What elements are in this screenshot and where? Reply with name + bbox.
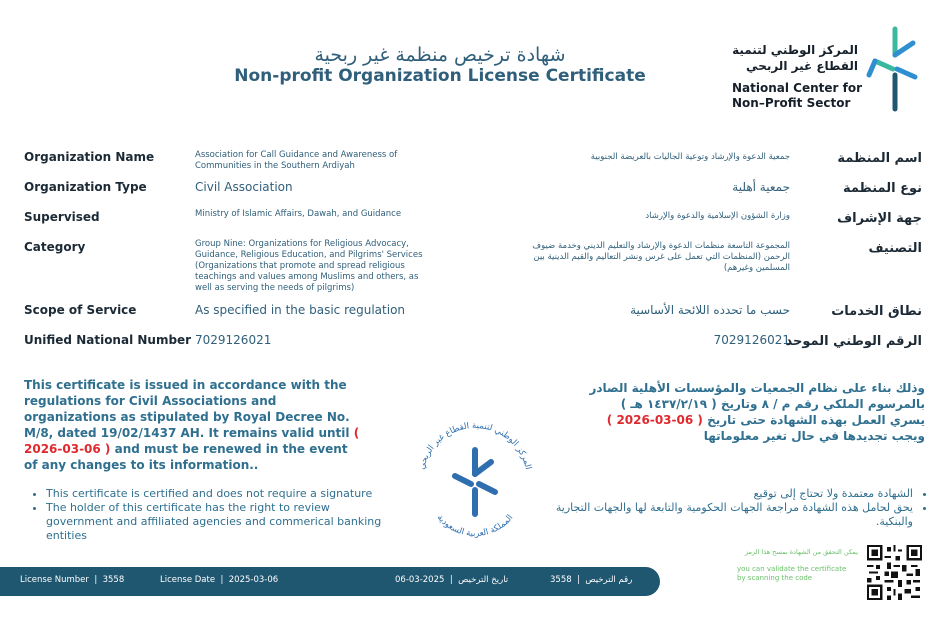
- value-supervised-en: Ministry of Islamic Affairs, Dawah, and Guidance: [195, 209, 402, 219]
- statement-english: [24, 377, 364, 473]
- verify-text-english: you can validate the certificate by scanning the code: [737, 565, 847, 582]
- statement-en-after: and must be renewed in the event of any changes to its information..: [24, 442, 348, 472]
- label-supervised: Supervised: [24, 210, 100, 224]
- value-category-en: Group Nine: Organizations for Religious Advocacy, Guidance, Religious Education, and Pilgrims' Services (Organizations that promote and spread religious teachings and values among Muslims and others, as well as serving the needs of pilgrims): [195, 239, 423, 293]
- value-supervised-ar: وزارة الشؤون الإسلامية والدعوة والإرشاد: [645, 211, 790, 221]
- footer-license-date-ar-label: تاريخ الترخيص: [458, 575, 509, 585]
- statement-en-before: This certificate is issued in accordance with the regulations for Civil Associations and organizations as stipulated by Royal Decree No. M/8, dated 19/02/1437 AH. It remains valid until: [24, 378, 350, 440]
- note-ar-item: • يحق لحامل هذه الشهادة مراجعة الجهات الحكومية والتابعة لها والجهات التجارية والبنكية.: [540, 501, 913, 529]
- footer-license-number-ar-value: 3558: [550, 575, 572, 585]
- footer-license-date-ar-value: 06-03-2025: [395, 575, 445, 585]
- qr-code-icon[interactable]: [867, 545, 922, 600]
- label-category: Category: [24, 240, 86, 254]
- statement-ar-line3-text: يسري العمل بهذه الشهادة حتى تاريخ: [707, 413, 925, 427]
- value-scope-of-service-ar: حسب ما تحدده اللائحة الأساسية: [630, 303, 790, 317]
- stamp-emblem-icon: [455, 450, 495, 514]
- label-unified-national-number: Unified National Number: [24, 333, 192, 347]
- verify-text-arabic: يمكن التحقق من الشهادة بمسح هذا الرمز: [744, 548, 858, 556]
- footer-separator: |: [449, 575, 453, 585]
- footer-license-number-ar-label: رقم الترخيص: [585, 575, 633, 585]
- official-stamp: [405, 410, 545, 550]
- notes-arabic: [540, 487, 925, 529]
- value-category-ar: المجموعة التاسعة منظمات الدعوة والإرشاد والتعليم الديني وخدمة ضيوف الرحمن (المنظمات التي تعمل على غرس ونشر التعاليم والقيم الدينية بين المسلمين وغيرهم): [532, 241, 790, 273]
- note-en-item: • The holder of this certificate has the right to review government and affiliated agencies and commerical banking entities: [46, 501, 394, 543]
- statement-ar-line1: وذلك بناء على نظام الجمعيات والمؤسسات الأهلية الصادر: [589, 381, 925, 395]
- footer-separator: |: [220, 575, 224, 585]
- stamp-text-top: المركز الوطني لتنمية القطاع غير الربحي: [417, 420, 533, 471]
- label-organization-name: Organization Name: [24, 150, 155, 164]
- footer-license-date-en: [160, 575, 278, 585]
- logo-text-arabic: المركز الوطني لتنمية القطاع غير الربحي: [732, 43, 858, 73]
- value-organization-type-en: Civil Association: [195, 180, 293, 194]
- value-unified-national-number-ar: 7029126021: [713, 333, 790, 347]
- footer-license-number-label: License Number: [20, 575, 89, 585]
- label-scope-of-service-ar: نطاق الخدمات: [831, 304, 922, 319]
- label-scope-of-service: Scope of Service: [24, 303, 137, 317]
- footer-license-date-value: 2025-03-06: [228, 575, 279, 585]
- statement-en-valid-date: ( 2026-03-06 ): [24, 426, 360, 456]
- statement-arabic: [560, 380, 925, 444]
- label-supervised-ar: جهة الإشراف: [837, 211, 922, 226]
- footer-license-number-en: [20, 575, 124, 585]
- footer-license-number-value: 3558: [102, 575, 125, 585]
- label-category-ar: التصنيف: [868, 241, 922, 256]
- value-organization-name-en: Association for Call Guidance and Awareness of Communities in the Southern Ardiyah: [195, 150, 398, 171]
- statement-ar-line3: [560, 412, 925, 428]
- footer-license-date-ar: [395, 575, 508, 585]
- value-organization-type-ar: جمعية أهلية: [732, 180, 790, 194]
- statement-ar-valid-date: ( 06-03-2026 ): [606, 413, 703, 427]
- footer-license-date-label: License Date: [160, 575, 216, 585]
- title-english: Non-profit Organization License Certificate: [234, 66, 646, 86]
- label-organization-type-ar: نوع المنظمة: [842, 181, 922, 196]
- value-organization-name-ar: جمعية الدعوة والإرشاد وتوعية الجاليات بالعريضة الجنوبية: [590, 152, 790, 162]
- label-organization-type: Organization Type: [24, 180, 147, 194]
- logo-text-english: National Center for Non–Profit Sector: [732, 81, 863, 110]
- label-unified-national-number-ar: الرقم الوطني الموحد: [785, 334, 922, 349]
- note-ar-item: • الشهادة معتمدة ولا تحتاج إلى توقيع: [540, 487, 913, 501]
- footer-separator: |: [94, 575, 98, 585]
- value-unified-national-number-en: 7029126021: [195, 333, 272, 347]
- notes-english: [34, 487, 394, 543]
- statement-ar-line4: ويجب تجديدها في حال تغير معلوماتها: [703, 429, 925, 443]
- stamp-text-bottom: المملكة العربية السعودية: [434, 512, 516, 540]
- title-arabic: شهادة ترخيص منظمة غير ربحية: [314, 44, 566, 66]
- footer-separator: |: [577, 575, 580, 585]
- footer-license-number-ar: [550, 575, 632, 585]
- statement-ar-line2: بالمرسوم الملكي رقم م / ٨ وتاريخ ( ١٤٣٧/٢/١٩ هـ ): [620, 397, 925, 411]
- value-scope-of-service-en: As specified in the basic regulation: [195, 303, 406, 317]
- note-en-item: • This certificate is certified and does not require a signature: [46, 487, 394, 501]
- label-organization-name-ar: اسم المنظمة: [837, 151, 922, 166]
